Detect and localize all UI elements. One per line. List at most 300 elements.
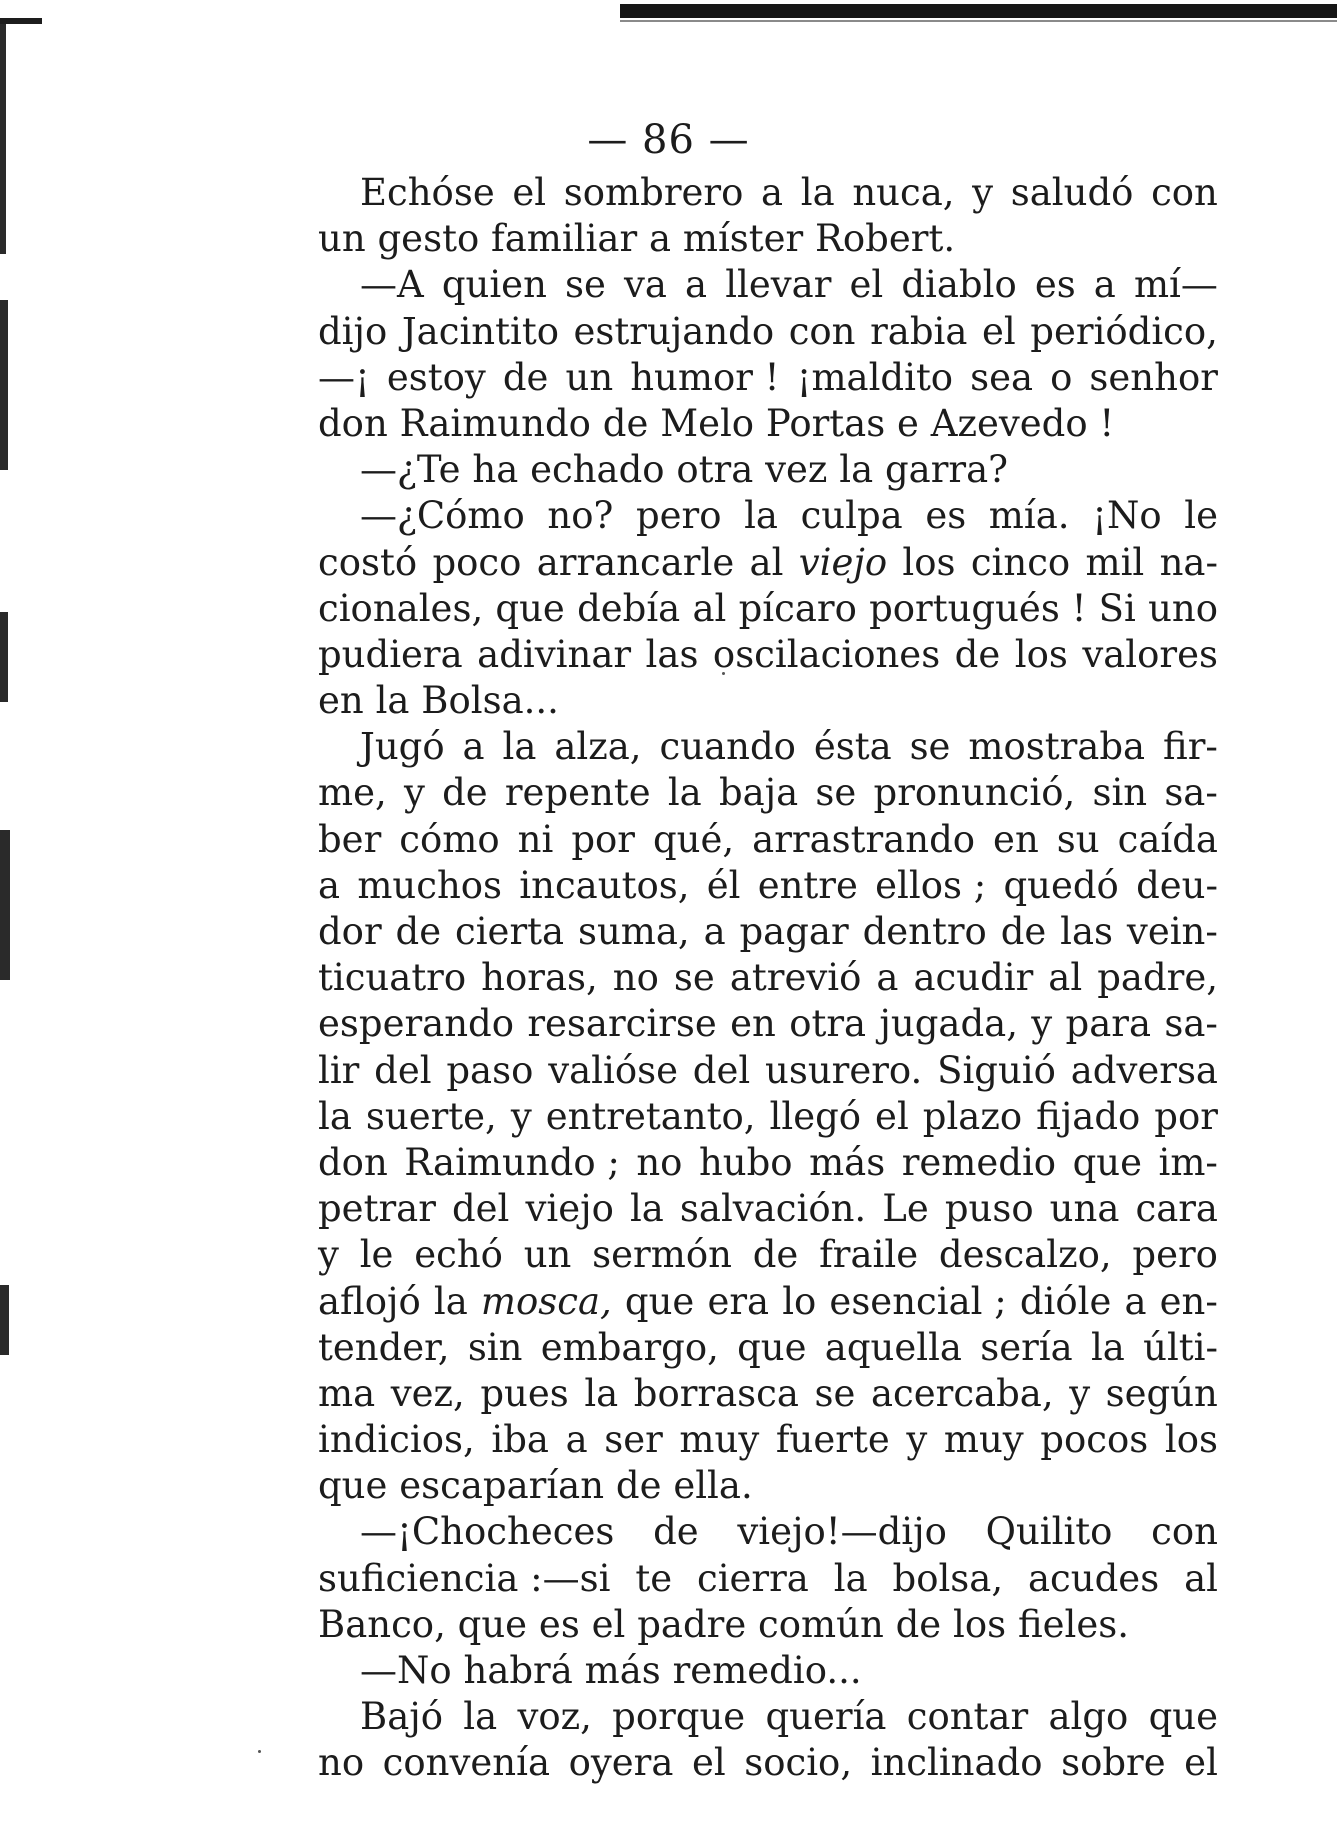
word: del	[692, 1048, 751, 1092]
word: garra?	[884, 448, 1008, 492]
word: jugada,	[879, 1002, 1018, 1046]
text-line	[318, 678, 1218, 724]
word: e	[897, 401, 919, 445]
word: pronunció,	[873, 771, 1076, 815]
word: se	[909, 725, 951, 769]
word: sombrero	[563, 171, 744, 214]
word: el	[512, 171, 547, 214]
word: la	[629, 1187, 664, 1231]
word: llevar	[725, 263, 832, 307]
word: cierta	[455, 910, 565, 953]
word: remedio	[901, 1140, 1057, 1184]
word: sería	[980, 1325, 1073, 1369]
word: y	[1069, 1371, 1091, 1415]
word: padre,	[1097, 956, 1218, 1000]
word: na-	[1159, 540, 1218, 584]
word: dijo	[318, 309, 388, 353]
word: —¡	[318, 355, 370, 399]
word: —No	[360, 1649, 452, 1692]
word: baja	[718, 771, 799, 815]
word: acudes	[1028, 1556, 1160, 1600]
text-line	[318, 817, 1218, 863]
scan-edge-mark	[0, 830, 10, 980]
word: de	[602, 401, 649, 445]
word: suficiencia :—si	[318, 1556, 611, 1600]
word: cinco	[970, 540, 1071, 584]
word: los	[1014, 632, 1068, 676]
word: senhor	[1089, 355, 1218, 399]
word: ma	[318, 1371, 376, 1415]
word: periódico,	[1030, 309, 1218, 353]
word: aquella	[824, 1325, 962, 1369]
word: no	[612, 956, 659, 1000]
word: las	[1060, 910, 1114, 953]
word: dentro	[862, 910, 987, 953]
word: pero	[1132, 1233, 1218, 1277]
word: vein-	[1126, 910, 1218, 953]
word: un	[318, 217, 366, 261]
word: humor !	[630, 355, 780, 399]
word: no	[318, 1741, 365, 1785]
word: escaparían	[399, 1464, 605, 1508]
word: que	[457, 1602, 528, 1646]
word: Jugó	[360, 725, 445, 769]
word: la	[375, 679, 410, 723]
word: Portas	[765, 401, 886, 445]
word: y	[403, 771, 425, 815]
word: a	[685, 263, 708, 307]
text-line	[318, 216, 1218, 262]
text-line	[318, 1509, 1218, 1555]
word: se	[814, 1371, 856, 1415]
word: quien	[441, 263, 547, 307]
text-line	[318, 309, 1218, 355]
word: indicios,	[318, 1418, 475, 1462]
word: atrevió	[729, 956, 862, 1000]
word: viejo	[525, 1187, 614, 1231]
word: qué,	[652, 817, 735, 861]
scan-edge-mark	[0, 1285, 9, 1355]
word: entretanto,	[545, 1094, 756, 1138]
word: Jacintito	[401, 309, 559, 353]
word: de	[502, 355, 549, 399]
word: embargo,	[540, 1325, 719, 1369]
word: plazo	[922, 1094, 1023, 1138]
word: entre	[757, 863, 858, 907]
text-line	[318, 770, 1218, 816]
word: los	[953, 1602, 1007, 1646]
word: que	[495, 586, 565, 630]
word: de	[954, 632, 1001, 676]
text-line	[318, 1371, 1218, 1417]
word: te	[635, 1556, 673, 1600]
word: que	[737, 1325, 807, 1369]
word: culpa	[800, 494, 903, 538]
word: más	[809, 1140, 886, 1184]
word: la	[502, 725, 537, 769]
word: Raimundo	[399, 401, 591, 445]
word: Bolsa...	[421, 679, 559, 723]
word: en	[318, 679, 364, 723]
text-line	[318, 1648, 1218, 1694]
word: Robert.	[815, 217, 956, 261]
word: portugués !	[869, 586, 1087, 630]
word: se	[565, 263, 606, 307]
word: habrá	[463, 1649, 573, 1692]
word: esperando	[318, 1002, 515, 1046]
word: ber	[318, 817, 382, 861]
word: viejo	[798, 540, 888, 584]
word: un	[523, 1233, 572, 1277]
word: el	[849, 263, 884, 307]
word: pues	[480, 1371, 569, 1415]
text-line	[318, 540, 1218, 586]
word: más	[584, 1649, 661, 1692]
word: nuca,	[852, 171, 955, 214]
word: convenía	[382, 1741, 551, 1785]
scan-top-rule	[620, 4, 1337, 18]
text-line	[318, 355, 1218, 401]
word: valióse	[548, 1048, 678, 1092]
word: remedio...	[672, 1649, 862, 1692]
word: petrar	[318, 1187, 436, 1231]
text-line	[318, 1556, 1218, 1602]
scan-speck	[258, 1750, 261, 1753]
word: dióle	[1019, 1279, 1112, 1323]
word: fijado	[1036, 1094, 1141, 1138]
word: que	[1072, 1140, 1142, 1184]
text-line	[318, 493, 1218, 539]
word: a	[1124, 1279, 1147, 1323]
word: sermón	[592, 1233, 732, 1277]
word: le	[359, 1233, 394, 1277]
word: ella.	[673, 1464, 753, 1508]
word: Si	[1098, 586, 1136, 630]
word: según	[1105, 1371, 1218, 1415]
text-line	[318, 1602, 1218, 1648]
word: costó	[318, 540, 418, 584]
word: a	[648, 217, 672, 261]
text-line	[318, 1740, 1218, 1786]
word: rabia	[870, 309, 968, 353]
word: la	[800, 171, 835, 214]
word: porque	[612, 1695, 746, 1739]
word: iba	[491, 1418, 549, 1462]
word: que	[624, 1279, 695, 1323]
word: la	[433, 1279, 468, 1323]
text-line	[318, 724, 1218, 770]
word: el	[875, 1094, 909, 1138]
word: a	[761, 171, 784, 214]
word: va	[623, 263, 667, 307]
word: —¡Chocheces	[360, 1510, 615, 1554]
word: pícaro	[738, 586, 857, 630]
word: la	[584, 1371, 619, 1415]
word: con	[1151, 171, 1218, 214]
text-line	[318, 632, 1218, 678]
word: cara	[1135, 1187, 1218, 1231]
word: Echóse	[360, 171, 495, 214]
word: míster	[682, 217, 804, 261]
word: oscilaciones	[712, 632, 941, 676]
word: un	[565, 355, 614, 399]
word: aflojó	[318, 1279, 421, 1323]
word: de	[615, 1464, 662, 1508]
word: Quilito	[985, 1510, 1113, 1554]
word: Banco,	[318, 1602, 446, 1646]
word: suerte,	[365, 1094, 497, 1138]
word: común	[758, 1602, 884, 1646]
word: sea	[970, 355, 1034, 399]
word: lir	[318, 1048, 360, 1092]
text-line	[318, 170, 1218, 216]
word: es	[925, 494, 967, 538]
word: que	[1148, 1695, 1218, 1739]
word: ni	[517, 817, 554, 861]
word: y	[1031, 1002, 1053, 1046]
word: contar	[906, 1695, 1029, 1739]
body-text	[318, 170, 1218, 1787]
word: vez,	[390, 1371, 465, 1415]
word: pero	[635, 494, 722, 538]
text-line	[318, 863, 1218, 909]
word: el	[1184, 1741, 1218, 1785]
text-line	[318, 262, 1218, 308]
word: a	[876, 956, 899, 1000]
word: los	[902, 540, 956, 584]
word: y	[510, 1094, 532, 1138]
word: es	[538, 1602, 580, 1646]
word: sa-	[1164, 1002, 1218, 1046]
word: al	[749, 540, 784, 584]
word: acudir	[913, 956, 1034, 1000]
word: cionales,	[318, 586, 484, 630]
word: él	[706, 863, 741, 907]
word: bolsa,	[892, 1556, 1004, 1600]
text-line	[318, 1186, 1218, 1232]
word: otra	[676, 448, 754, 492]
word: familiar	[491, 217, 638, 261]
word: el	[591, 1602, 626, 1646]
word: al	[692, 586, 727, 630]
word: de	[395, 910, 442, 953]
word: quería	[765, 1695, 887, 1739]
word: arrastrando	[752, 817, 976, 861]
word: algo	[1048, 1695, 1129, 1739]
word: dor	[318, 910, 382, 953]
word: del	[374, 1048, 432, 1092]
text-line	[318, 1463, 1218, 1509]
word: de	[442, 771, 488, 815]
word: lo	[782, 1279, 817, 1323]
word: usurero.	[765, 1048, 923, 1092]
word: por	[1154, 1094, 1218, 1138]
word: otra	[789, 1002, 867, 1046]
word: sa-	[1164, 771, 1218, 815]
word: caída	[1117, 817, 1218, 861]
word: y	[972, 171, 994, 214]
word: sin	[1092, 771, 1148, 815]
word: muy	[943, 1418, 1024, 1462]
word: cómo	[399, 817, 500, 861]
word: padre	[637, 1602, 747, 1646]
word: en	[730, 1002, 776, 1046]
word: horas,	[481, 956, 598, 1000]
word: deu-	[1136, 863, 1218, 907]
word: adversa	[1070, 1048, 1218, 1092]
word: paso	[446, 1048, 534, 1092]
word: diablo	[901, 263, 1017, 307]
word: voz,	[517, 1695, 592, 1739]
word: el	[691, 1741, 726, 1785]
word: Le	[882, 1187, 929, 1231]
word: de	[653, 1510, 699, 1554]
word: hubo	[698, 1140, 793, 1184]
word: estrujando	[573, 309, 775, 353]
word: que	[318, 1464, 388, 1508]
word: mil	[1085, 540, 1145, 584]
word: incautos,	[519, 863, 690, 907]
word: resarcirse	[527, 1002, 717, 1046]
word: arrancarle	[536, 540, 735, 584]
text-line	[318, 1001, 1218, 1047]
word: ¡No	[1092, 494, 1162, 538]
text-line	[318, 1140, 1218, 1186]
word: para	[1065, 1002, 1152, 1046]
word: Raimundo ;	[404, 1140, 620, 1184]
word: puso	[944, 1187, 1034, 1231]
word: a	[462, 725, 485, 769]
word: últi-	[1143, 1325, 1218, 1369]
word: ha	[472, 448, 519, 492]
word: es	[1034, 263, 1076, 307]
word: al	[1184, 1556, 1218, 1600]
word: en-	[1159, 1279, 1218, 1323]
word: no	[636, 1140, 683, 1184]
scan-edge-mark	[0, 300, 8, 470]
word: —¿Te	[360, 448, 461, 492]
word: ésta	[813, 725, 892, 769]
word: cuando	[659, 725, 796, 769]
word: a	[1093, 263, 1116, 307]
word: pagar	[739, 910, 849, 953]
word: quedó	[1003, 863, 1119, 907]
word: de	[752, 1233, 799, 1277]
word: con	[1151, 1510, 1218, 1554]
text-line	[318, 1279, 1218, 1325]
text-line	[318, 447, 1218, 493]
word: adivinar	[477, 632, 632, 676]
word: don	[318, 401, 388, 445]
word: cierra	[696, 1556, 809, 1600]
word: fir-	[1163, 725, 1218, 769]
text-line	[318, 1094, 1218, 1140]
word: don	[318, 1140, 388, 1184]
word: la	[1090, 1325, 1125, 1369]
word: la	[839, 448, 874, 492]
word: echó	[414, 1233, 503, 1277]
word: —¿Cómo	[360, 494, 525, 538]
word: borrasca	[633, 1371, 799, 1415]
word: ¡maldito	[796, 355, 954, 399]
word: saludó	[1010, 171, 1134, 214]
text-line	[318, 401, 1218, 447]
word: echado	[530, 448, 665, 492]
scan-edge-mark	[0, 612, 8, 702]
word: ser	[604, 1418, 663, 1462]
word: —A	[360, 263, 424, 307]
word: sobre	[1061, 1741, 1166, 1785]
word: uno	[1148, 586, 1218, 630]
word: llegó	[769, 1094, 862, 1138]
word: mosca,	[480, 1279, 612, 1323]
word: se	[673, 956, 715, 1000]
word: Bajó	[360, 1695, 443, 1739]
text-line	[318, 955, 1218, 1001]
word: le	[1184, 494, 1218, 538]
word: fraile	[819, 1233, 919, 1277]
word: oyera	[568, 1741, 674, 1785]
word: valores	[1082, 632, 1218, 676]
word: se	[815, 771, 857, 815]
word: su	[1056, 817, 1100, 861]
word: o	[1050, 355, 1073, 399]
text-line	[318, 909, 1218, 955]
word: mía.	[988, 494, 1070, 538]
word: esencial ;	[829, 1279, 1007, 1323]
word: la	[667, 771, 702, 815]
word: la	[744, 494, 778, 538]
text-line	[318, 1694, 1218, 1740]
word: fieles.	[1017, 1602, 1130, 1646]
word: era	[707, 1279, 770, 1323]
text-line	[318, 1417, 1218, 1463]
word: debía	[577, 586, 681, 630]
word: por	[571, 817, 635, 861]
word: no?	[547, 494, 614, 538]
word: viejo!—dijo	[737, 1510, 947, 1554]
word: a	[703, 910, 726, 953]
word: la	[318, 1094, 352, 1138]
word: salvación.	[679, 1187, 867, 1231]
word: poco	[432, 540, 522, 584]
word: pudiera	[318, 632, 463, 676]
word: y	[318, 1233, 339, 1277]
text-line	[318, 1048, 1218, 1094]
page-number: — 86 —	[587, 117, 750, 163]
word: Melo	[660, 401, 755, 445]
word: el	[981, 309, 1016, 353]
word: me,	[318, 771, 387, 815]
word: sin	[467, 1325, 523, 1369]
word: socio,	[744, 1741, 853, 1785]
word: del	[451, 1187, 510, 1231]
word: con	[788, 309, 856, 353]
word: Siguió	[937, 1048, 1056, 1092]
word: ellos ;	[875, 863, 987, 907]
word: muy	[679, 1418, 760, 1462]
word: en	[993, 817, 1039, 861]
word: la	[463, 1695, 498, 1739]
word: muchos	[357, 863, 503, 907]
word: a	[565, 1418, 588, 1462]
word: mí—	[1133, 263, 1218, 307]
word: los	[1164, 1418, 1218, 1462]
word: estoy	[386, 355, 486, 399]
word: fuerte	[775, 1418, 890, 1462]
word: descalzo,	[938, 1233, 1112, 1277]
text-line	[318, 1325, 1218, 1371]
